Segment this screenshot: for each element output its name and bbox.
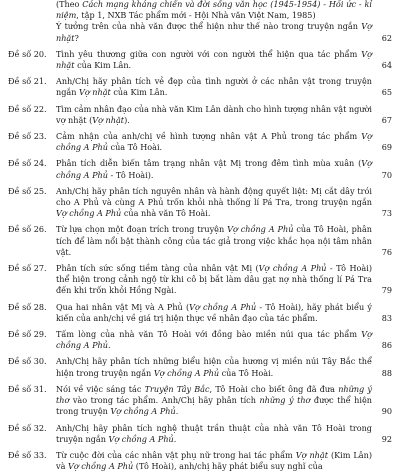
entry-label: Đề số 32.: [8, 422, 47, 433]
entry-page-number: 73: [381, 208, 392, 219]
entry-label: Đề số 24.: [8, 158, 47, 169]
toc-entry: [8, 356, 394, 378]
entry-label: Đề số 31.: [8, 383, 47, 394]
entry-label: Đề số 33.: [8, 449, 47, 460]
toc-entry: [8, 104, 394, 126]
toc-entry: [8, 186, 394, 220]
toc-entry: [8, 131, 394, 153]
entry-page-number: 62: [381, 32, 392, 43]
entry-page-number: 76: [381, 246, 392, 257]
entry-label: Đề số 30.: [8, 356, 47, 367]
entry-text: Từ lựa chọn một đoạn trích trong truyện Vợ chồng A Phủ của Tô Hoài, phân tích để làm nổi bật thành công của tác giả trong việc khắc họa nội tâm nhân vật.: [56, 224, 372, 257]
entry-text: Tình yêu thương giữa con người với con người thể hiện qua tác phẩm Vợ nhặt của Kim Lân.: [56, 48, 372, 71]
entry-page-number: 86: [381, 340, 392, 351]
entry-text: Phân tích diễn biến tâm trạng nhân vật Mị trong đêm tình mùa xuân (Vợ chồng A Phủ - Tô Hoài).: [56, 158, 372, 180]
entry-text: Từ cuộc đời của các nhân vật phụ nữ trong hai tác phẩm Vợ nhặt (Kim Lân) và Vợ chồng A Phủ (Tô Hoài), anh/chị hãy phát biểu suy nghĩ của: [56, 449, 372, 472]
toc-entry: [8, 450, 394, 472]
entry-text: Anh/Chị hãy phân tích vẻ đẹp của tình người ở các nhân vật trong truyện ngắn Vợ nhặt của Kim Lân.: [56, 76, 372, 98]
entry-page-number: 79: [381, 285, 392, 296]
table-of-contents: [8, 0, 394, 472]
toc-entry: [8, 302, 394, 324]
entry-label: Đề số 21.: [8, 76, 47, 87]
entry-page-number: 83: [381, 312, 392, 323]
toc-entry: [8, 224, 394, 258]
entry-text: Phân tích sức sống tiềm tàng của nhân vật Mị (Vợ chồng A Phủ - Tô Hoài) thể hiện trong cảnh ngộ từ khi cô bị bắt làm dâu gạt nợ nhà thống lí Pá Tra đến khi trốn khỏi Hồng Ngài.: [56, 263, 372, 296]
entry-text: Anh/Chị hãy phân tích nguyên nhân và hành động quyết liệt: Mị cắt dây trói cho A Phủ và cùng A Phủ trốn khỏi nhà thống lí Pá Tra, trong truyện ngắn Vợ chồng A Phủ của nhà văn Tô Hoài.: [56, 185, 372, 219]
toc-entry: [8, 76, 394, 98]
entry-label: Đề số 20.: [8, 48, 47, 59]
entry-text: Qua hai nhân vật Mị và A Phủ (Vợ chồng A Phủ - Tô Hoài), hãy phát biểu ý kiến của anh/chị về giá trị hiện thực về nhân đạo của tác phẩm.: [56, 301, 372, 323]
entry-text: Anh/Chị hãy phân tích nghệ thuật trần thuật của nhà văn Tô Hoài trong truyện ngắn Vợ chồng A Phủ.: [56, 422, 372, 444]
entry-label: Đề số 27.: [8, 263, 47, 274]
toc-entry: [8, 49, 394, 71]
toc-entry: [8, 423, 394, 445]
entry-label: Đề số 22.: [8, 103, 47, 114]
entry-page-number: 67: [381, 114, 392, 125]
entry-label: Đề số 28.: [8, 301, 47, 312]
entry-label: Đề số 26.: [8, 224, 47, 235]
toc-entry: [8, 0, 394, 44]
toc-entry: [8, 384, 394, 418]
entry-text: Tìm cảm nhân đạo của nhà văn Kim Lân dành cho hình tượng nhân vật người vợ nhặt (Vợ nhặt).: [56, 103, 372, 125]
entry-text: Cảm nhận của anh/chị về hình tượng nhân vật A Phủ trong tác phẩm Vợ chồng A Phủ của Tô Hoài.: [56, 131, 372, 153]
entry-label: Đề số 29.: [8, 329, 47, 340]
toc-entry: [8, 263, 394, 297]
entry-page-number: 69: [381, 142, 392, 153]
entry-page-number: 88: [381, 367, 392, 378]
entry-label: Đề số 23.: [8, 131, 47, 142]
entry-page-number: 70: [381, 169, 392, 180]
entry-page-number: 64: [381, 60, 392, 71]
toc-entry: [8, 329, 394, 351]
entry-text: (Theo Cách mạng kháng chiến và đời sống văn học (1945-1954) - Hồi ức - kỉ niệm, tập 1, NXB Tác phẩm mới - Hội Nhà văn Việt Nam, 1985) Ý tưởng trên của nhà văn được thể hiện như thế nào trong truyện ngắn Vợ nhặt?: [56, 0, 372, 43]
toc-entry: [8, 158, 394, 180]
entry-text: Anh/Chị hãy phân tích những biểu hiện của hương vị miền núi Tây Bắc thể hiện trong truyện ngắn Vợ chồng A Phủ của Tô Hoài.: [56, 356, 372, 378]
entry-page-number: 65: [381, 87, 392, 98]
entry-page-number: 90: [381, 406, 392, 417]
entry-text: Tấm lòng của nhà văn Tô Hoài với đồng bào miền núi qua tác phẩm Vợ chồng A Phủ.: [56, 329, 372, 351]
entry-text: Nói về việc sáng tác Truyện Tây Bắc, Tô Hoài cho biết ông đã đưa những ý thơ vào trong tác phẩm. Anh/Chị hãy phân tích những ý thơ được thể hiện trong truyện Vợ chồng A Phủ.: [56, 383, 372, 417]
entry-page-number: 92: [381, 433, 392, 444]
entry-label: Đề số 25.: [8, 185, 47, 196]
